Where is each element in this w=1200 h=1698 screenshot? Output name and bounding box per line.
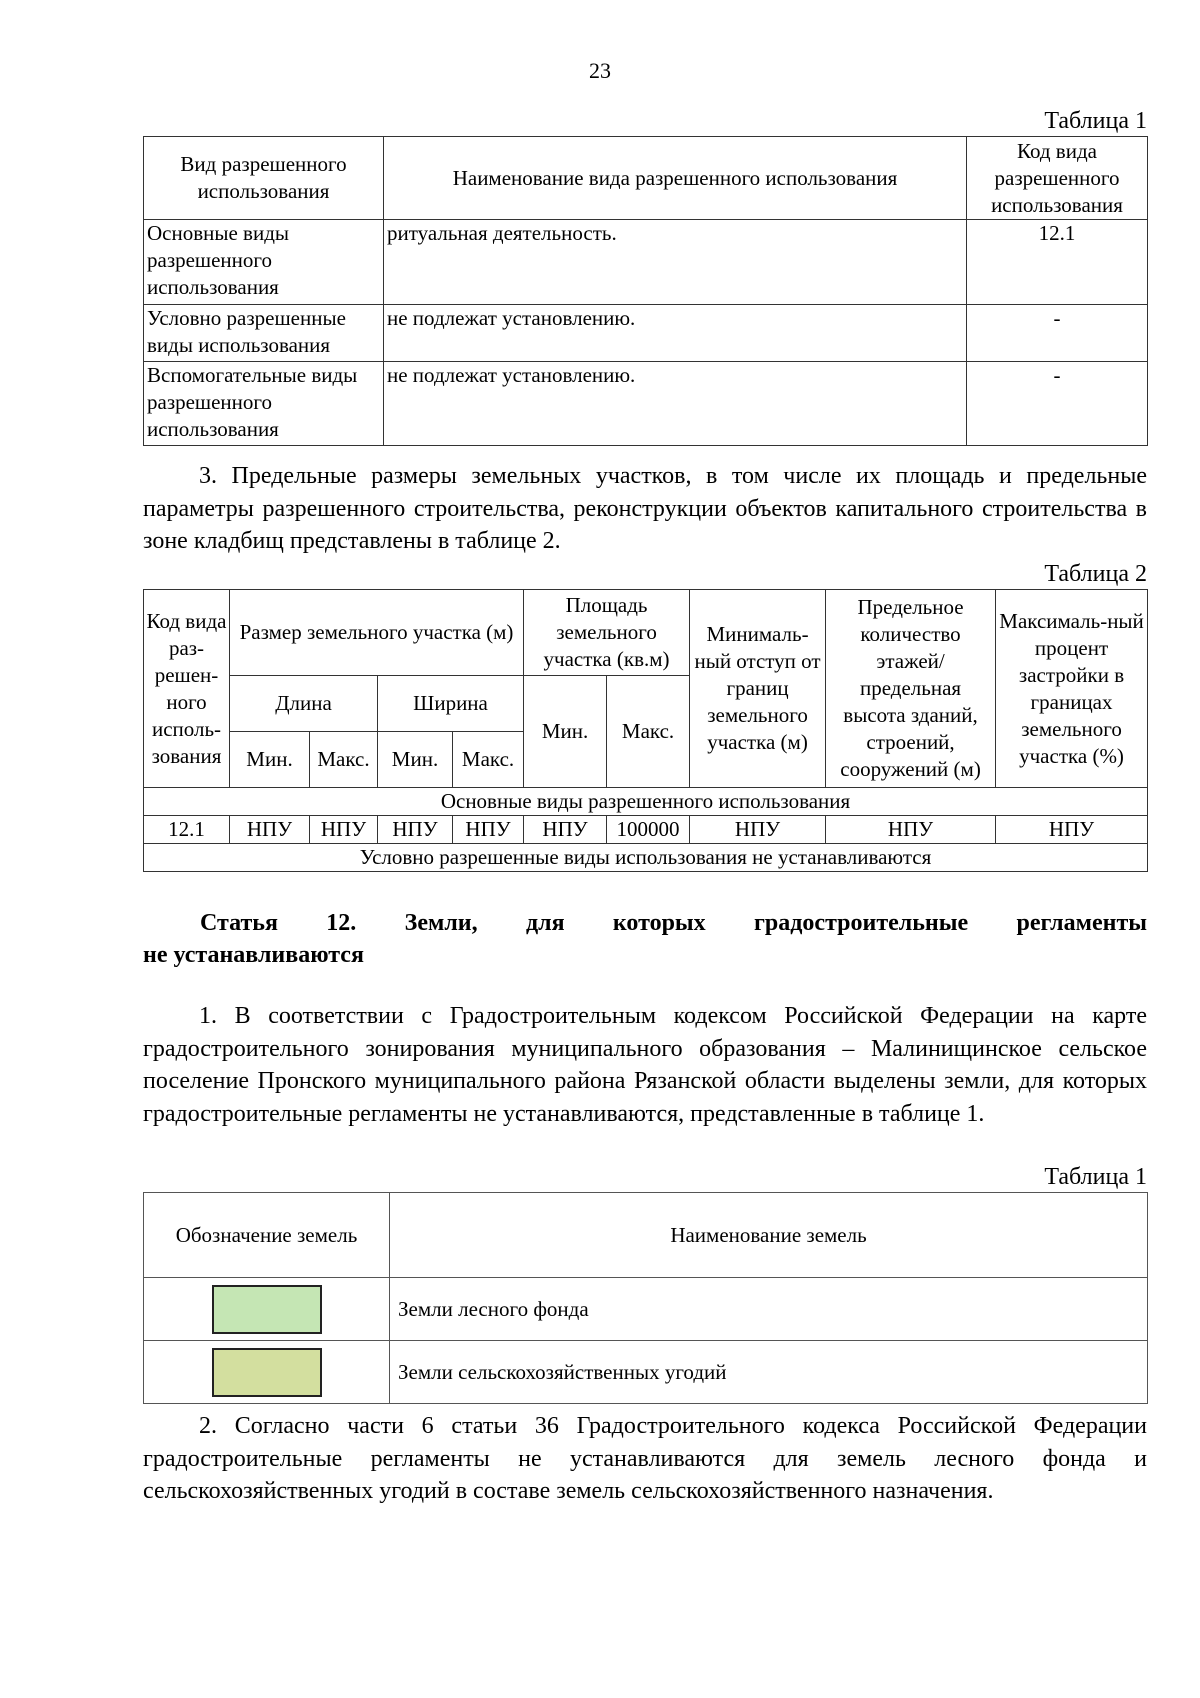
table2-section-conditional: Условно разрешенные виды использования не устанавливаются	[144, 844, 1148, 872]
table-row	[144, 1341, 1148, 1404]
table2-cell: НПУ	[310, 816, 378, 844]
table2-header-length: Длина	[230, 676, 378, 732]
table2-header-width-min: Мин.	[378, 732, 453, 788]
table2-header-length-max: Макс.	[310, 732, 378, 788]
table-row	[144, 362, 1148, 446]
table1-header-type: Вид разрешенного использования	[144, 137, 384, 220]
table1-header-code: Код вида разрешенного использования	[967, 137, 1148, 220]
legend-swatch-agricultural	[212, 1348, 322, 1397]
paragraph-3: 3. Предельные размеры земельных участков, в том числе их площадь и предельные параметры разрешенного строительства, реконструкции объектов капитального строительства в зоне кладбищ представлены в таблице 2.	[143, 463, 1147, 554]
table-row	[144, 220, 1148, 305]
legend-swatch-forest	[212, 1285, 322, 1334]
table1-cell-name: ритуальная деятельность.	[384, 220, 967, 305]
article-12-heading-line1: Статья 12. Земли, для которых градостроительные регламенты	[200, 910, 1147, 936]
table1-cell-code: -	[967, 305, 1148, 362]
table2-header-length-min: Мин.	[230, 732, 310, 788]
table2-cell: 100000	[607, 816, 690, 844]
table1-cell-type: Условно разрешенные виды использования	[144, 305, 384, 362]
table-row	[144, 816, 1148, 844]
paragraph-1: 1. В соответствии с Градостроительным кодексом Российской Федерации на карте градостроительного зонирования муниципального образования – Малинищинское сельское поселение Пронского муниципального района Рязанской области выделены земли, для которых градостроительные регламенты не устанавливаются, представленные в таблице 1.	[143, 1003, 1147, 1127]
table2-header-size: Размер земельного участка (м)	[230, 590, 524, 676]
table3-header-name: Наименование земель	[390, 1193, 1148, 1278]
table1-cell-code: -	[967, 362, 1148, 446]
table2-header-code: Код вида раз-решен-ного исполь-зования	[144, 590, 230, 788]
table3-cell-name: Земли лесного фонда	[390, 1278, 1148, 1341]
table-row	[144, 1278, 1148, 1341]
page-number: 23	[589, 58, 611, 83]
table1-cell-name: не подлежат установлению.	[384, 305, 967, 362]
table2-block	[143, 559, 1147, 872]
table3-header-designation: Обозначение земель	[144, 1193, 390, 1278]
table1-block	[143, 106, 1147, 446]
table2-header-area: Площадь земельного участка (кв.м)	[524, 590, 690, 676]
table2-cell: НПУ	[996, 816, 1148, 844]
article-12-heading	[143, 907, 1147, 971]
table1-cell-name: не подлежат установлению.	[384, 362, 967, 446]
table2-caption: Таблица 2	[1044, 561, 1147, 587]
table2-cell: НПУ	[826, 816, 996, 844]
table1-header-row	[144, 137, 1148, 220]
table1-header-name: Наименование вида разрешенного использования	[384, 137, 967, 220]
table3-block	[143, 1162, 1147, 1404]
table3	[143, 1192, 1148, 1404]
paragraph-2: 2. Согласно части 6 статьи 36 Градостроительного кодекса Российской Федерации градостроительные регламенты не устанавливаются для земель лесного фонда и сельскохозяйственных угодий в составе земель сельскохозяйственного назначения.	[143, 1413, 1147, 1504]
table-row	[144, 305, 1148, 362]
table2-header-width: Ширина	[378, 676, 524, 732]
table2-header-floors: Предельное количество этажей/ предельная высота зданий, строений, сооружений (м)	[826, 590, 996, 788]
table1-cell-type: Основные виды разрешенного использования	[144, 220, 384, 305]
table2-cell: НПУ	[230, 816, 310, 844]
table1-cell-type: Вспомогательные виды разрешенного использования	[144, 362, 384, 446]
table3-cell-name: Земли сельскохозяйственных угодий	[390, 1341, 1148, 1404]
table2-cell: НПУ	[524, 816, 607, 844]
table2-header-area-max: Макс.	[607, 676, 690, 788]
table1-cell-code: 12.1	[967, 220, 1148, 305]
table2-header-width-max: Макс.	[453, 732, 524, 788]
table2-cell: НПУ	[690, 816, 826, 844]
table2-header-area-min: Мин.	[524, 676, 607, 788]
table2-header-percent: Максималь-ный процент застройки в границах земельного участка (%)	[996, 590, 1148, 788]
table2-header-offset: Минималь-ный отступ от границ земельного участка (м)	[690, 590, 826, 788]
table2-cell: 12.1	[144, 816, 230, 844]
table2-cell: НПУ	[453, 816, 524, 844]
table1	[143, 136, 1148, 446]
table2-section-main: Основные виды разрешенного использования	[144, 788, 1148, 816]
table3-caption: Таблица 1	[1044, 1164, 1147, 1190]
table2-cell: НПУ	[378, 816, 453, 844]
article-12-heading-line2: не устанавливаются	[143, 942, 364, 968]
table1-caption: Таблица 1	[1044, 108, 1147, 134]
table2	[143, 589, 1148, 872]
